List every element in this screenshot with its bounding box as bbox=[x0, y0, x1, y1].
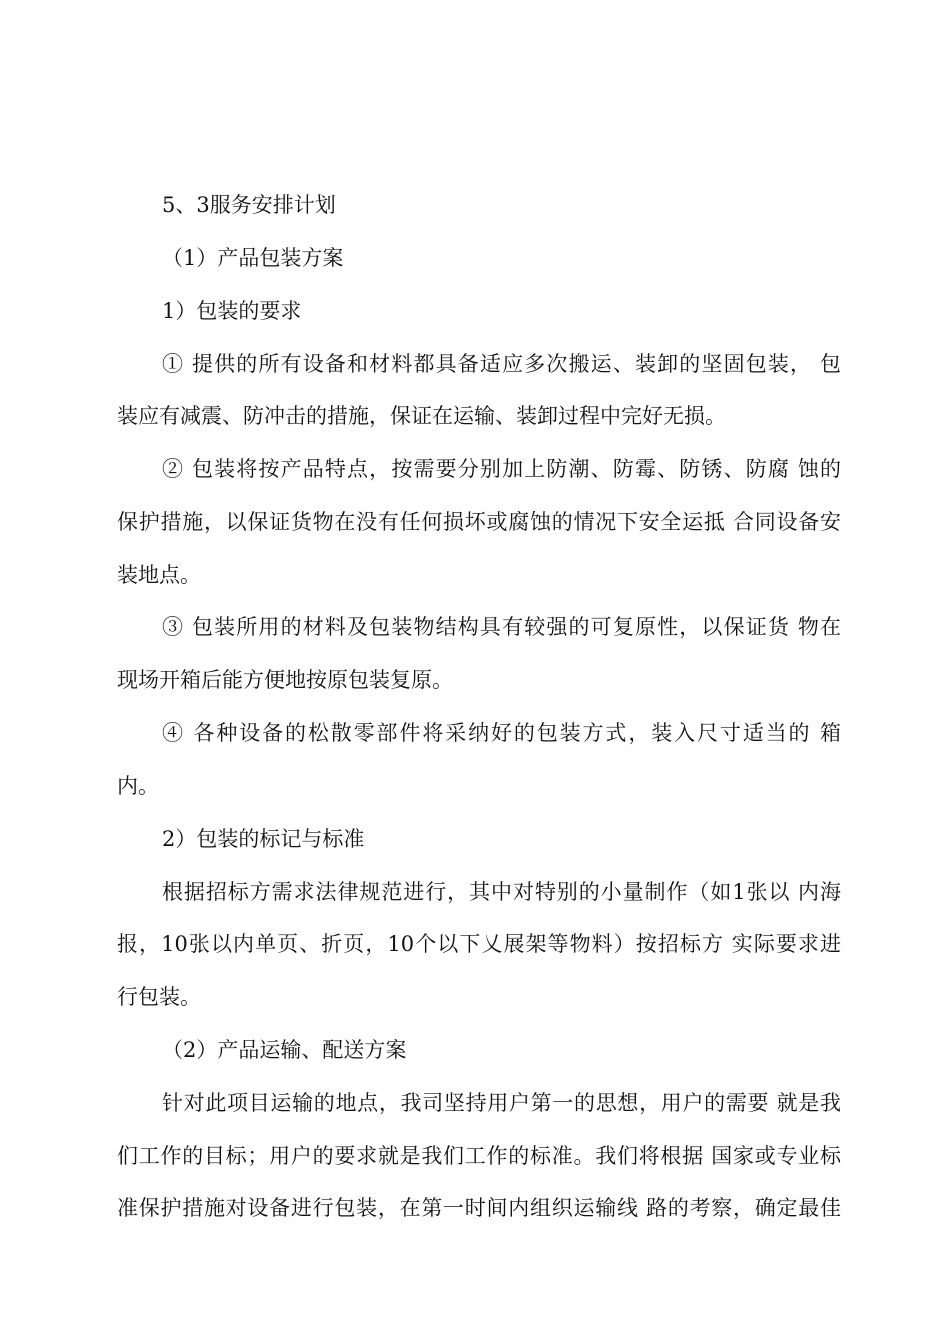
section-title: 5、3服务安排计划 bbox=[162, 193, 336, 217]
item3-line2: 现场开箱后能方便地按原包装复原。 bbox=[117, 668, 453, 692]
item4-line2: 内。 bbox=[117, 774, 159, 798]
item2-line2: 保护措施，以保证货物在没有任何损坏或腐蚀的情况下安全运抵 合同设备安 bbox=[117, 510, 841, 534]
transport-para-line1: 针对此项目运输的地点，我司坚持用户第一的思想，用户的需要 就是我 bbox=[162, 1091, 841, 1115]
item2-line1: ② 包装将按产品特点，按需要分别加上防潮、防霉、防锈、防腐 蚀的 bbox=[162, 457, 841, 481]
marking-para-line1: 根据招标方需求法律规范进行，其中对特别的小量制作（如1张以 内海 bbox=[162, 880, 841, 904]
marking-heading: 2）包装的标记与标准 bbox=[162, 827, 365, 851]
item1-line2: 装应有减震、防冲击的措施，保证在运输、装卸过程中完好无损。 bbox=[117, 404, 726, 428]
marking-para-line2: 报，10张以内单页、折页，10个以下乂展架等物料）按招标方 实际要求进 bbox=[117, 932, 841, 956]
requirements-heading: 1）包装的要求 bbox=[162, 299, 302, 323]
transport-para-line3: 准保护措施对设备进行包装，在第一时间内组织运输线 路的考察，确定最佳 bbox=[117, 1196, 841, 1220]
subsection-title-packaging: （1）产品包装方案 bbox=[162, 246, 344, 270]
subsection-title-transport: （2）产品运输、配送方案 bbox=[162, 1038, 407, 1062]
marking-para-line3: 行包装。 bbox=[117, 985, 201, 1009]
item3-line1: ③ 包装所用的材料及包装物结构具有较强的可复原性，以保证货 物在 bbox=[162, 615, 841, 639]
item2-line3: 装地点。 bbox=[117, 563, 201, 587]
transport-para-line2: 们工作的目标；用户的要求就是我们工作的标准。我们将根据 国家或专业标 bbox=[117, 1144, 841, 1168]
item1-line1: ① 提供的所有设备和材料都具备适应多次搬运、装卸的坚固包装， 包 bbox=[162, 352, 841, 376]
item4-line1: ④ 各种设备的松散零部件将采纳好的包装方式，装入尺寸适当的 箱 bbox=[162, 721, 841, 745]
